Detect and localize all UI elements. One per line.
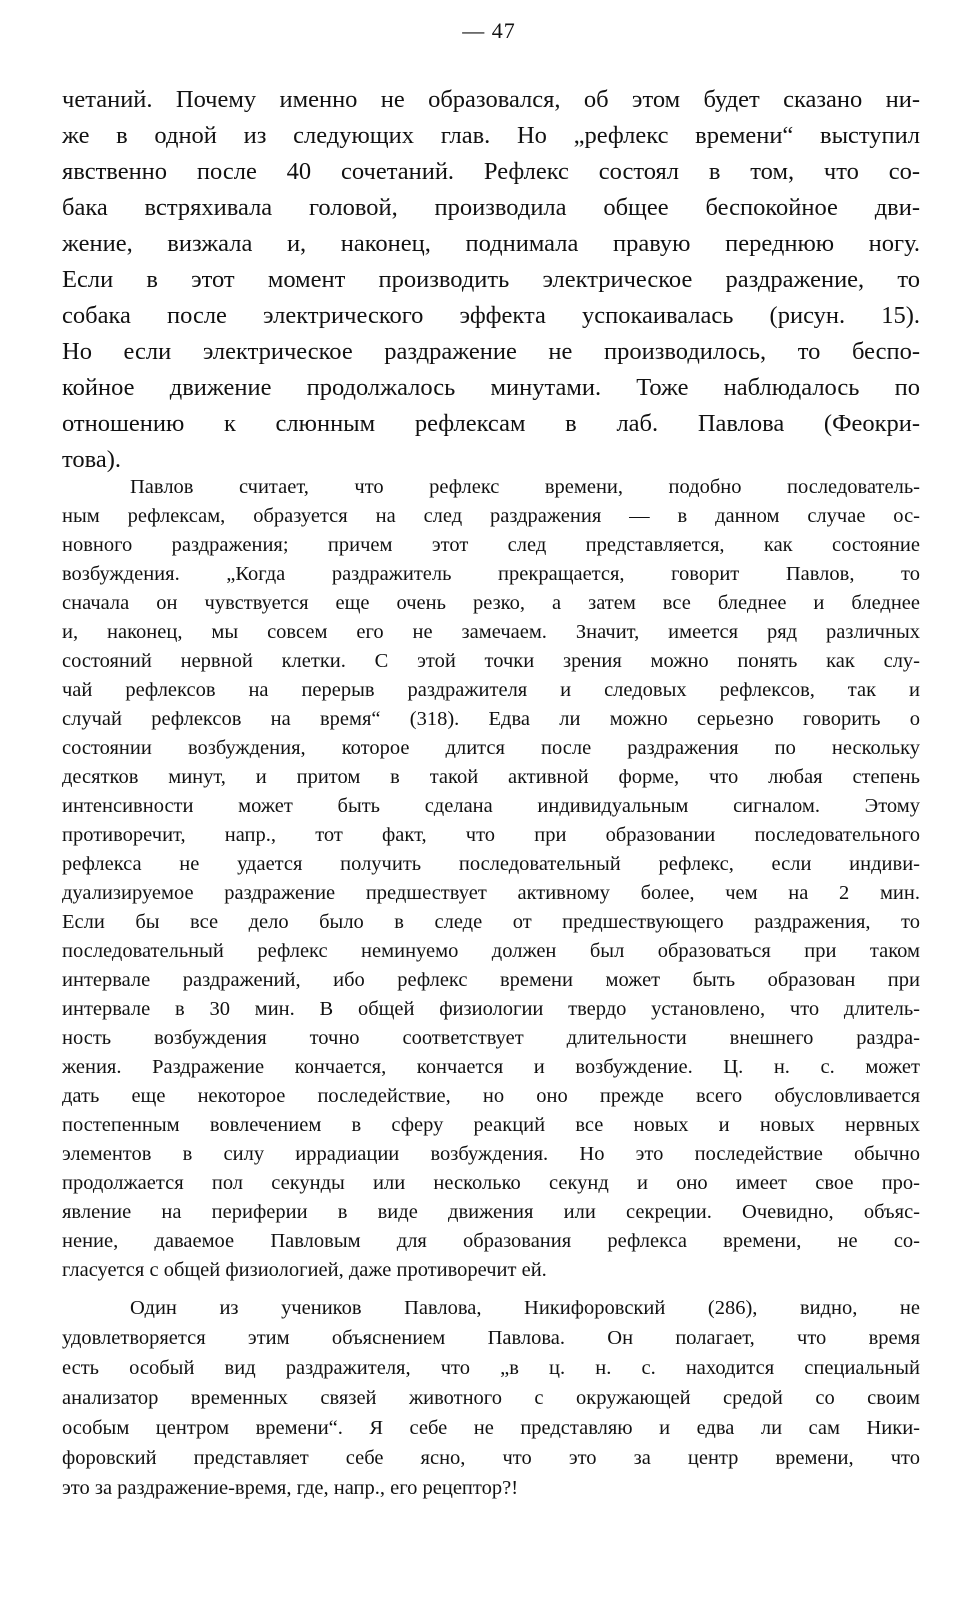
text-line: случай рефлексов на время“ (318). Едва ли можно серьезно говорить о <box>62 708 920 730</box>
text-line: това). <box>62 446 122 473</box>
text-line: явление на периферии в виде движения или секреции. Очевидно, объяс- <box>62 1201 920 1223</box>
text-line: удовлетворяется этим объяснением Павлова. Он полагает, что время <box>62 1327 920 1349</box>
text-line: нение, даваемое Павловым для образования рефлекса времени, не со- <box>62 1230 920 1252</box>
text-line: элементов в силу иррадиации возбуждения. Но это последействие обычно <box>62 1143 920 1165</box>
text-line: и, наконец, мы совсем его не замечаем. Значит, имеется ряд различных <box>62 621 920 643</box>
text-line: жение, визжала и, наконец, поднимала правую переднюю ногу. <box>62 230 920 257</box>
text-line: есть особый вид раздражителя, что „в ц. н. с. находится специальный <box>62 1357 920 1379</box>
text-line: чай рефлексов на перерыв раздражителя и следовых рефлексов, так и <box>62 679 920 701</box>
text-line: анализатор временных связей животного с окружающей средой со своим <box>62 1387 920 1409</box>
text-line: явственно после 40 сочетаний. Рефлекс состоял в том, что со- <box>62 158 920 185</box>
text-line: же в одной из следующих глав. Но „рефлекс времени“ выступил <box>62 122 920 149</box>
text-line: отношению к слюнным рефлексам в лаб. Павлова (Феокри- <box>62 410 920 437</box>
text-line: интенсивности может быть сделана индивидуальным сигналом. Этому <box>62 795 920 817</box>
page-number: — 47 <box>462 18 516 43</box>
text-line: Но если электрическое раздражение не производилось, то беспо- <box>62 338 920 365</box>
text-line: жения. Раздражение кончается, кончается и возбуждение. Ц. н. с. может <box>62 1056 920 1078</box>
text-line: состоянии возбуждения, которое длится после раздражения по нескольку <box>62 737 920 759</box>
text-line: Павлов считает, что рефлекс времени, подобно последователь- <box>130 476 920 498</box>
text-line: противоречит, напр., тот факт, что при образовании последовательного <box>62 824 920 846</box>
text-line: рефлекса не удается получить последовательный рефлекс, если индиви- <box>62 853 920 875</box>
text-line: это за раздражение-время, где, напр., его рецептор?! <box>62 1477 519 1499</box>
text-line: дуализируемое раздражение предшествует активному более, чем на 2 мин. <box>62 882 920 904</box>
text-line: ность возбуждения точно соответствует длительности внешнего раздра- <box>62 1027 920 1049</box>
text-line: постепенным вовлечением в сферу реакций все новых и новых нервных <box>62 1114 920 1136</box>
text-line: форовский представляет себе ясно, что это за центр времени, что <box>62 1447 920 1469</box>
text-line: возбуждения. „Когда раздражитель прекращается, говорит Павлов, то <box>62 563 920 585</box>
text-line: Если в этот момент производить электрическое раздражение, то <box>62 266 920 293</box>
text-line: бака встряхивала головой, производила общее беспокойное дви- <box>62 194 920 221</box>
text-line: собака после электрического эффекта успокаивалась (рисун. 15). <box>62 302 920 329</box>
text-line: ным рефлексам, образуется на след раздражения — в данном случае ос- <box>62 505 920 527</box>
text-line: интервале в 30 мин. В общей физиологии твердо установлено, что длитель- <box>62 998 920 1020</box>
text-line: гласуется с общей физиологией, даже противоречит ей. <box>62 1259 547 1281</box>
text-line: продолжается пол секунды или несколько секунд и оно имеет свое про- <box>62 1172 920 1194</box>
text-line: койное движение продолжалось минутами. Тоже наблюдалось по <box>62 374 920 401</box>
text-line: десятков минут, и притом в такой активной форме, что любая степень <box>62 766 920 788</box>
text-line: интервале раздражений, ибо рефлекс времени может быть образован при <box>62 969 920 991</box>
text-line: сначала он чувствуется еще очень резко, а затем все бледнее и бледнее <box>62 592 920 614</box>
text-line: дать еще некоторое последействие, но оно прежде всего обусловливается <box>62 1085 920 1107</box>
text-line: Один из учеников Павлова, Никифоровский (286), видно, не <box>130 1297 920 1319</box>
text-line: особым центром времени“. Я себе не представляю и едва ли сам Ники- <box>62 1417 920 1439</box>
text-line: новного раздражения; причем этот след представляется, как состояние <box>62 534 920 556</box>
text-line: Если бы все дело было в следе от предшествующего раздражения, то <box>62 911 920 933</box>
text-line: состояний нервной клетки. С этой точки зрения можно понять как слу- <box>62 650 920 672</box>
text-line: последовательный рефлекс неминуемо должен был образоваться при таком <box>62 940 920 962</box>
text-line: четаний. Почему именно не образовался, об этом будет сказано ни- <box>62 86 920 113</box>
